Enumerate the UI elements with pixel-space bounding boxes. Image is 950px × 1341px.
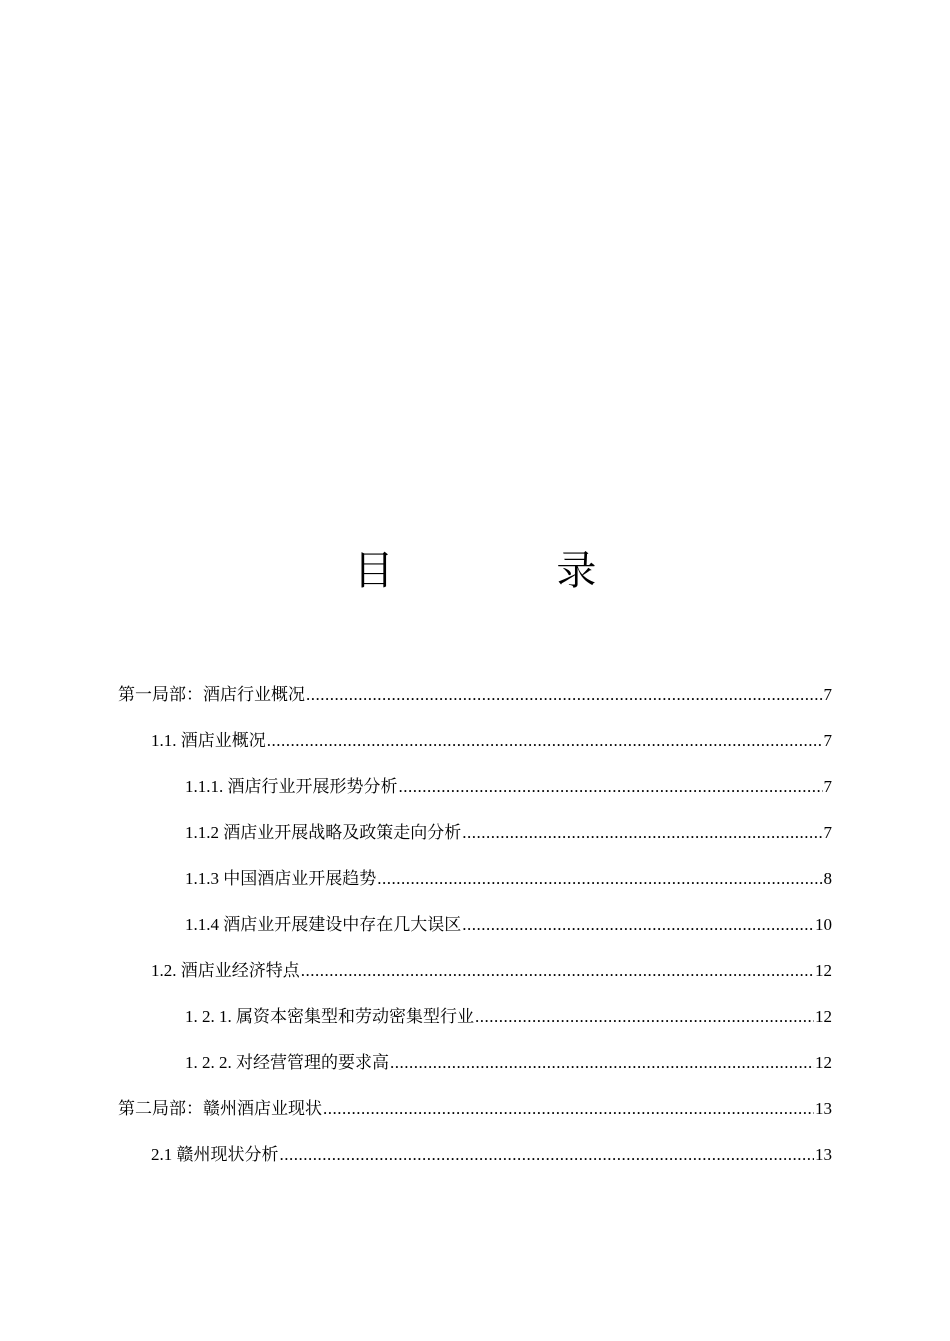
toc-entry-label: 1.1.2 酒店业开展战略及政策走向分析 bbox=[185, 823, 462, 842]
toc-dot-leader bbox=[462, 910, 814, 940]
toc-entry-label: 第一局部：酒店行业概况 bbox=[118, 685, 305, 704]
toc-entry-label: 1.1. 酒店业概况 bbox=[151, 731, 266, 750]
toc-entry-page: 13 bbox=[815, 1145, 832, 1164]
toc-entry-label: 1.1.1. 酒店行业开展形势分析 bbox=[185, 777, 398, 796]
toc-entry-label: 2.1 赣州现状分析 bbox=[151, 1145, 279, 1164]
toc-entry-page: 13 bbox=[815, 1099, 832, 1118]
toc-entry[interactable] bbox=[118, 1002, 832, 1048]
toc-entry[interactable] bbox=[118, 1094, 832, 1140]
toc-dot-leader bbox=[323, 1094, 814, 1124]
toc-entry-page: 12 bbox=[815, 961, 832, 980]
toc-entry-page: 7 bbox=[823, 777, 832, 796]
toc-entry[interactable] bbox=[118, 726, 832, 772]
toc-entry-label: 1.1.3 中国酒店业开展趋势 bbox=[185, 869, 377, 888]
toc-entry-label: 1.1.4 酒店业开展建设中存在几大误区 bbox=[185, 915, 462, 934]
toc-entry-page: 12 bbox=[815, 1007, 832, 1026]
toc-dot-leader bbox=[280, 1140, 815, 1170]
toc-entry-page: 8 bbox=[823, 869, 832, 888]
toc-entry[interactable] bbox=[118, 910, 832, 956]
toc-dot-leader bbox=[301, 956, 814, 986]
toc-entry[interactable] bbox=[118, 864, 832, 910]
toc-entry-page: 10 bbox=[815, 915, 832, 934]
toc-entry-page: 7 bbox=[823, 685, 832, 704]
toc-list bbox=[118, 680, 832, 1186]
toc-dot-leader bbox=[390, 1048, 814, 1078]
toc-title: 目 录 bbox=[353, 548, 672, 594]
toc-entry[interactable] bbox=[118, 1048, 832, 1094]
toc-dot-leader bbox=[399, 772, 823, 802]
toc-entry[interactable] bbox=[118, 772, 832, 818]
toc-entry[interactable] bbox=[118, 680, 832, 726]
toc-entry-page: 7 bbox=[823, 823, 832, 842]
toc-entry-label: 1.2. 酒店业经济特点 bbox=[151, 961, 300, 980]
toc-dot-leader bbox=[306, 680, 823, 710]
toc-entry-page: 12 bbox=[815, 1053, 832, 1072]
toc-entry-label: 第二局部：赣州酒店业现状 bbox=[118, 1099, 322, 1118]
toc-dot-leader bbox=[475, 1002, 814, 1032]
toc-dot-leader bbox=[462, 818, 822, 848]
toc-dot-leader bbox=[377, 864, 822, 894]
toc-entry-label: 1. 2. 1. 属资本密集型和劳动密集型行业 bbox=[185, 1007, 474, 1026]
toc-entry[interactable] bbox=[118, 956, 832, 1002]
toc-dot-leader bbox=[267, 726, 823, 756]
toc-entry-label: 1. 2. 2. 对经营管理的要求高 bbox=[185, 1053, 389, 1072]
toc-entry[interactable] bbox=[118, 818, 832, 864]
toc-entry[interactable] bbox=[118, 1140, 832, 1186]
toc-entry-page: 7 bbox=[823, 731, 832, 750]
